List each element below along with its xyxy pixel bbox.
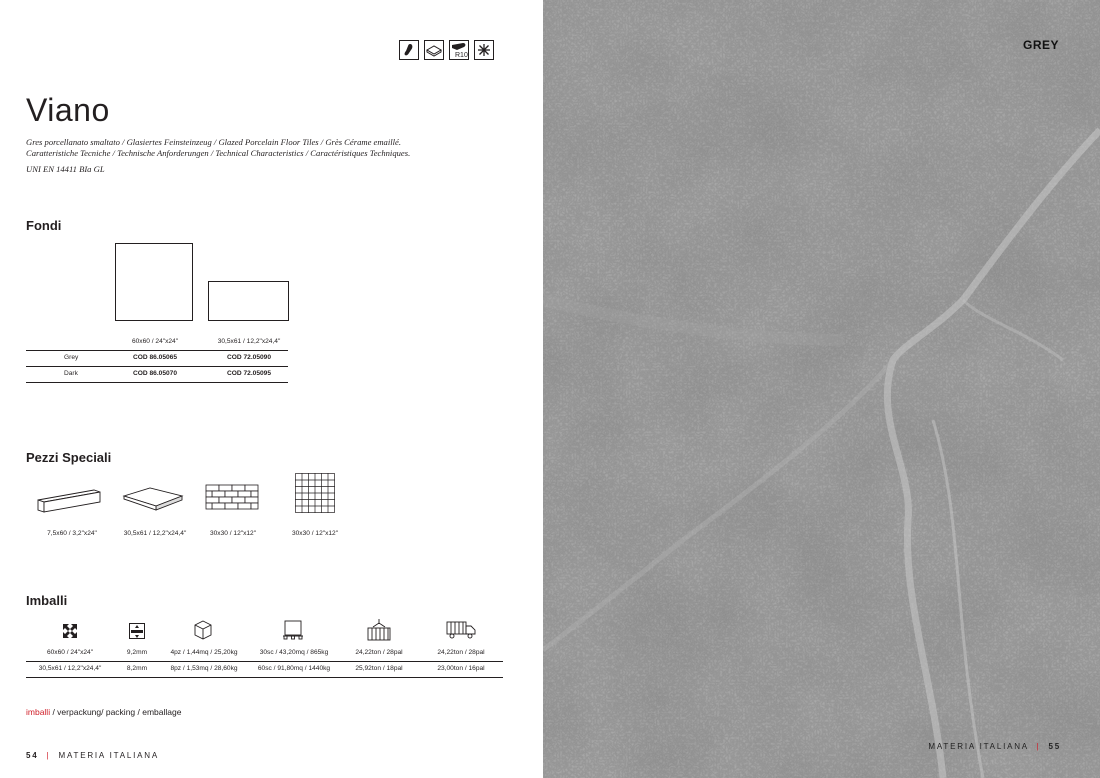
fondi-row-name: Dark	[64, 370, 78, 377]
fondi-code: COD 72.05090	[227, 354, 271, 361]
right-footer-brand: MATERIA ITALIANA	[928, 742, 1029, 751]
foot-icon	[399, 40, 419, 60]
imballi-cell: 30,5x61 / 12,2"x24,4"	[38, 665, 102, 672]
square-tile-shape	[115, 243, 193, 321]
subtitle-line-2: Caratteristiche Tecniche / Technische Anforderungen / Technical Characteristics / Caractéristiques Techniques.	[26, 148, 411, 158]
footer-separator: |	[1032, 742, 1045, 751]
step-icon	[122, 484, 184, 514]
standard-label: UNI EN 14411 BIa GL	[26, 164, 105, 174]
imballi-cell: 8,2mm	[126, 665, 148, 672]
imballi-heading: Imballi	[26, 593, 68, 608]
fondi-size-2: 30,5x61 / 12,2"x24,4"	[217, 338, 281, 345]
pezzi-size-3: 30x30 / 12"x12"	[209, 530, 257, 537]
fondi-code: COD 86.05070	[133, 370, 177, 377]
left-page	[0, 0, 543, 778]
feature-icons	[399, 40, 494, 60]
imballi-cell: 4pz / 1,44mq / 25,20kg	[170, 649, 238, 656]
imballi-cell: 24,22ton / 28pal	[355, 649, 403, 656]
stone-texture-image	[543, 0, 1100, 778]
r10-label: R10	[455, 52, 468, 59]
tile-icon	[424, 40, 444, 60]
box-icon	[194, 620, 212, 640]
fondi-code: COD 72.05095	[227, 370, 271, 377]
left-page-number: 54	[26, 751, 39, 760]
thickness-icon	[129, 623, 145, 639]
fondi-rule-3	[26, 382, 288, 383]
right-page-number: 55	[1048, 742, 1061, 751]
footer-separator: |	[42, 751, 55, 760]
imballi-rule-2	[26, 677, 503, 678]
imballi-cell: 60x60 / 24"x24"	[46, 649, 94, 656]
right-footer	[928, 742, 1061, 751]
imballi-cell: 60sc / 91,80mq / 1440kg	[257, 665, 331, 672]
legend-highlight: imballi	[26, 707, 51, 717]
color-label: GREY	[1022, 38, 1059, 52]
pezzi-heading: Pezzi Speciali	[26, 450, 112, 465]
container-icon	[367, 618, 391, 642]
fondi-row-name: Grey	[64, 354, 79, 361]
skirting-icon	[36, 486, 102, 514]
imballi-cell: 9,2mm	[126, 649, 148, 656]
imballi-legend	[26, 707, 181, 717]
left-footer-brand: MATERIA ITALIANA	[58, 751, 160, 760]
imballi-cell: 23,00ton / 16pal	[437, 665, 485, 672]
stone-texture-panel	[543, 0, 1100, 778]
imballi-rule-1	[26, 661, 503, 662]
rect-tile-shape	[208, 281, 289, 321]
fondi-size-1: 60x60 / 24"x24"	[131, 338, 179, 345]
imballi-cell: 25,92ton / 18pal	[355, 665, 403, 672]
frost-icon	[474, 40, 494, 60]
page-title: Viano	[26, 92, 110, 128]
fondi-code: COD 86.05065	[133, 354, 177, 361]
grid-mosaic-icon	[295, 473, 335, 513]
pezzi-size-4: 30x30 / 12"x12"	[291, 530, 339, 537]
pezzi-size-1: 7,5x60 / 3,2"x24"	[47, 530, 97, 537]
left-footer	[26, 751, 159, 760]
imballi-cell: 24,22ton / 28pal	[437, 649, 485, 656]
pallet-icon	[283, 620, 303, 640]
size-icon	[63, 624, 77, 638]
fondi-heading: Fondi	[26, 218, 62, 233]
imballi-cell: 30sc / 43,20mq / 865kg	[259, 649, 329, 656]
fondi-rule-2	[26, 366, 288, 367]
fondi-rule-1	[26, 350, 288, 351]
truck-icon	[446, 620, 476, 640]
imballi-cell: 8pz / 1,53mq / 28,60kg	[170, 665, 238, 672]
brick-mosaic-icon	[205, 484, 261, 512]
subtitle-line-1: Gres porcellanato smaltato / Glasiertes Feinsteinzeug / Glazed Porcelain Floor Tiles / Grès Cérame emaillé.	[26, 137, 401, 147]
legend-rest: / verpackung/ packing / emballage	[50, 707, 182, 717]
pezzi-size-2: 30,5x61 / 12,2"x24,4"	[123, 530, 187, 537]
